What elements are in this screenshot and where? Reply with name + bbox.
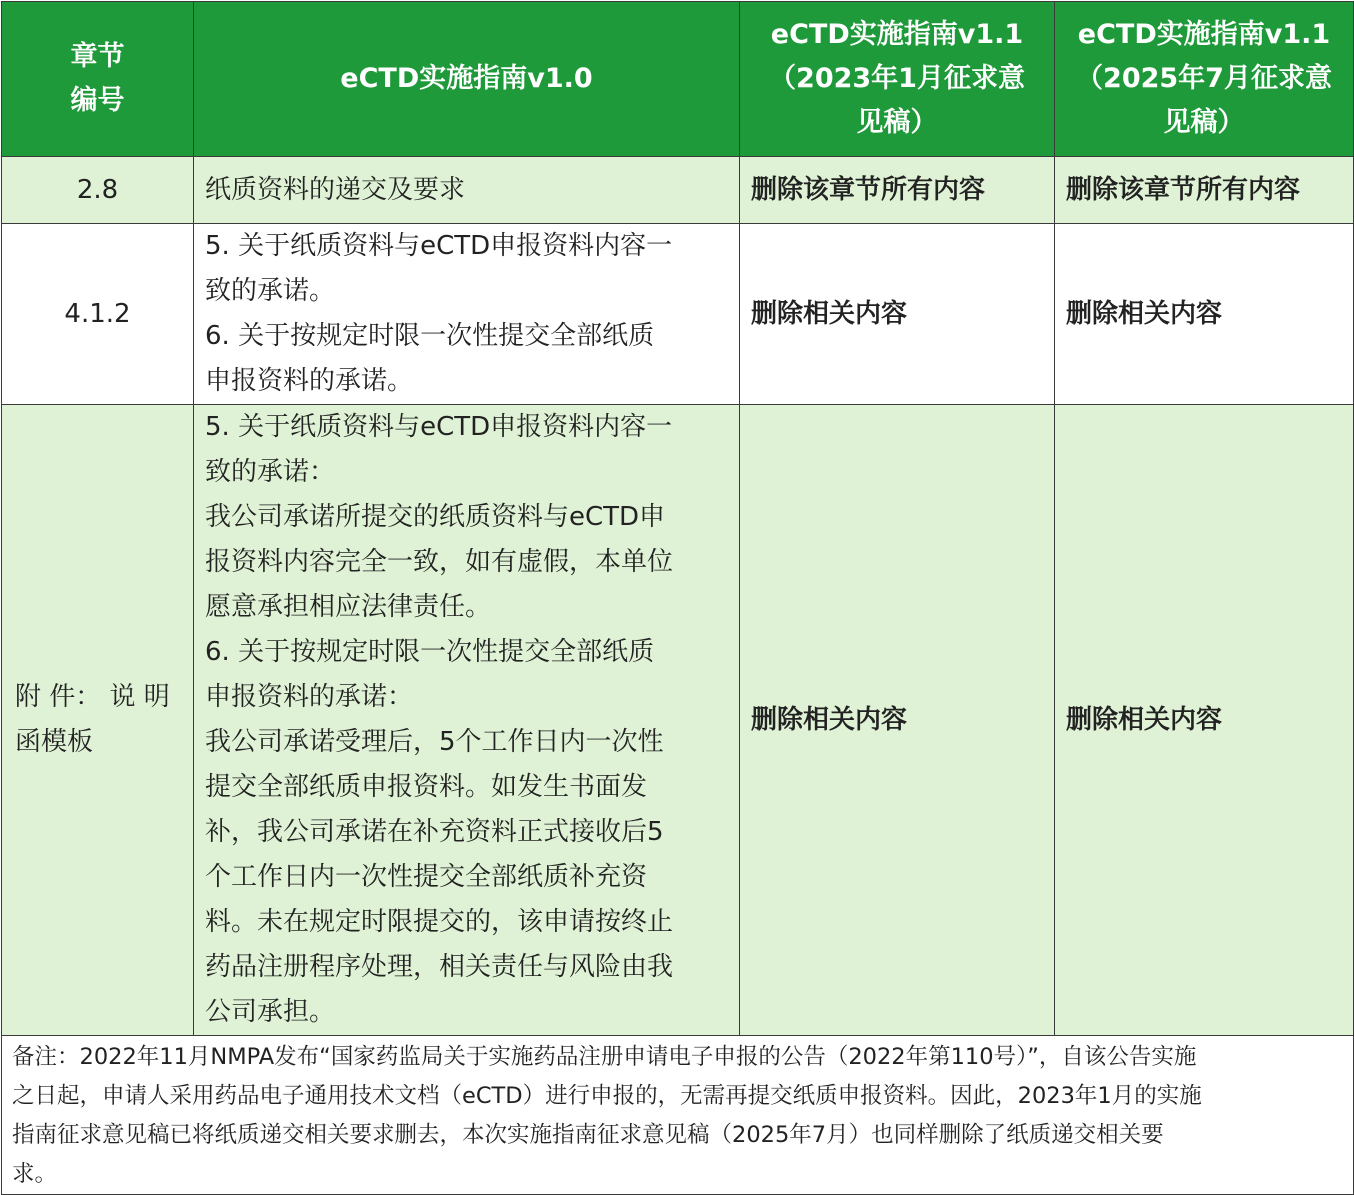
- v11-2023-content: 删除该章节所有内容: [740, 157, 1055, 224]
- header-row: [2, 2, 1354, 157]
- header-v11-2023: eCTD实施指南v1.1 （2023年1月征求意 见稿）: [740, 2, 1055, 157]
- table-row: [2, 157, 1354, 224]
- v11-2023-content: 删除相关内容: [740, 405, 1055, 1036]
- v10-content: 5. 关于纸质资料与eCTD申报资料内容一 致的承诺： 我公司承诺所提交的纸质资料与eCTD申 报资料内容完全一致，如有虚假，本单位 愿意承担相应法律责任。 6. 关于按规定时限一次性提交全部纸质 申报资料的承诺： 我公司承诺受理后，5个工作日内一次性 提交全部纸质申报资料。如发生书面发 补，我公司承诺在补充资料正式接收后5 个工作日内一次性提交全部纸质补充资 料。未在规定时限提交的，该申请按终止 药品注册程序处理，相关责任与风险由我 公司承担。: [194, 405, 740, 1036]
- section-number: 附 件： 说 明 函模板: [2, 405, 194, 1036]
- table-row: [2, 224, 1354, 405]
- note-row: [2, 1036, 1354, 1195]
- header-section-number: 章节 编号: [2, 2, 194, 157]
- v10-content: 5. 关于纸质资料与eCTD申报资料内容一 致的承诺。 6. 关于按规定时限一次性提交全部纸质 申报资料的承诺。: [194, 224, 740, 405]
- comparison-table: [1, 1, 1354, 1195]
- section-number: 2.8: [2, 157, 194, 224]
- v11-2023-content: 删除相关内容: [740, 224, 1055, 405]
- v11-2025-content: 删除该章节所有内容: [1055, 157, 1354, 224]
- section-number: 4.1.2: [2, 224, 194, 405]
- table-row: [2, 405, 1354, 1036]
- footnote: 备注：2022年11月NMPA发布“国家药监局关于实施药品注册申请电子申报的公告（2022年第110号）”，自该公告实施 之日起，申请人采用药品电子通用技术文档（eCTD）进行申报的，无需再提交纸质申报资料。因此，2023年1月的实施 指南征求意见稿已将纸质递交相关要求删去，本次实施指南征求意见稿（2025年7月）也同样删除了纸质递交相关要 求。: [2, 1036, 1354, 1195]
- v11-2025-content: 删除相关内容: [1055, 224, 1354, 405]
- header-v10: eCTD实施指南v1.0: [194, 2, 740, 157]
- header-v11-2025: eCTD实施指南v1.1 （2025年7月征求意 见稿）: [1055, 2, 1354, 157]
- v11-2025-content: 删除相关内容: [1055, 405, 1354, 1036]
- v10-content: 纸质资料的递交及要求: [194, 157, 740, 224]
